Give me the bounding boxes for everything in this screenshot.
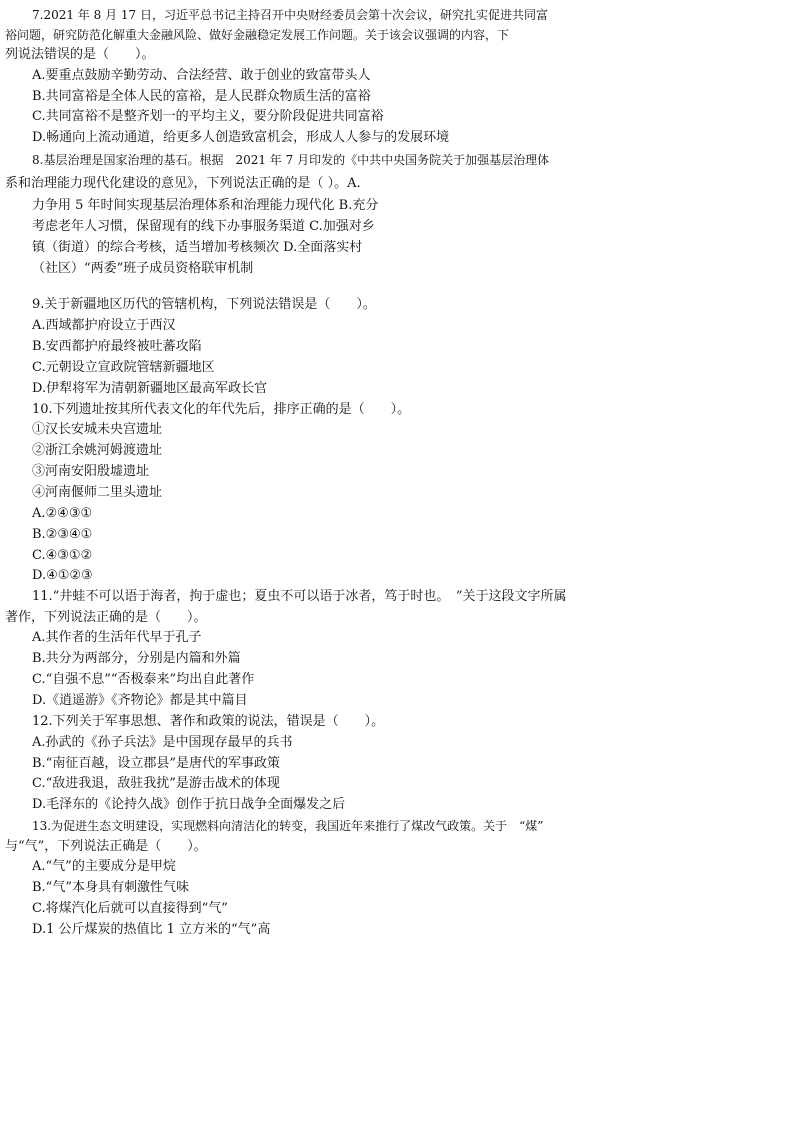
q11-option-c: C.“自强不息”“否极泰来”均出自此著作	[32, 672, 255, 687]
q11-stem-line-2: 著作，下列说法正确的是（ ）。	[5, 610, 207, 625]
q11-stem-line-1: 11.“井蛙不可以语于海者，拘于虚也；夏虫不可以语于冰者，笃于时也。 ”关于这段文字所属	[32, 589, 567, 604]
q10-item-2: ②浙江余姚河姆渡遗址	[32, 443, 163, 458]
q13-option-c: C.将煤汽化后就可以直接得到“气”	[32, 901, 228, 916]
q13-option-b: B.“气”本身具有刺激性气味	[32, 880, 189, 895]
q12-option-a: A.孙武的《孙子兵法》是中国现存最早的兵书	[32, 735, 293, 750]
q9-stem: 9.关于新疆地区历代的管辖机构，下列说法错误是（ ）。	[32, 297, 376, 312]
q9-option-d: D.伊犁将军为清朝新疆地区最高军政长官	[32, 381, 268, 396]
q7-stem-line-2: 裕问题，研究防范化解重大金融风险、做好金融稳定发展工作问题。关于该会议强调的内容，下	[5, 28, 510, 42]
q10-item-1: ①汉长安城未央宫遗址	[32, 422, 163, 437]
q8-text-line-5: 镇（街道）的综合考核，适当增加考核频次 D.全面落实村	[32, 240, 363, 255]
q7-option-b: B.共同富裕是全体人民的富裕，是人民群众物质生活的富裕	[32, 89, 371, 104]
q10-stem: 10.下列遗址按其所代表文化的年代先后，排序正确的是（ ）。	[32, 402, 411, 417]
q10-item-3: ③河南安阳殷墟遗址	[32, 464, 150, 479]
q8-text-line-3: 力争用 5 年时间实现基层治理体系和治理能力现代化 B.充分	[32, 198, 379, 213]
q13-stem-line-2: 与“气”，下列说法正确是（ ）。	[5, 839, 207, 854]
q7-stem-line-1: 7.2021 年 8 月 17 日，习近平总书记主持召开中央财经委员会第十次会议，研究扎实促进共同富	[32, 8, 548, 22]
q8-text-line-4: 考虑老年人习惯，保留现有的线下办事服务渠道 C.加强对乡	[32, 219, 375, 234]
q10-item-4: ④河南偃师二里头遗址	[32, 485, 163, 500]
q7-stem-line-3: 列说法错误的是（ ）。	[5, 47, 155, 62]
q8-text-line-6: （社区）“两委”班子成员资格联审机制	[32, 261, 254, 276]
q12-option-c: C.“敌进我退，敌驻我扰”是游击战术的体现	[32, 776, 280, 791]
q9-option-b: B.安西都护府最终被吐蕃攻陷	[32, 339, 202, 354]
q7-option-d: D.畅通向上流动通道，给更多人创造致富机会，形成人人参与的发展环境	[32, 130, 450, 145]
q8-stem-line-2: 系和治理能力现代化建设的意见》，下列说法正确的是（ ）。A.	[5, 176, 361, 191]
q10-option-d: D.④①②③	[32, 568, 93, 583]
q11-option-b: B.共分为两部分，分别是内篇和外篇	[32, 651, 241, 666]
q13-option-d: D.1 公斤煤炭的热值比 1 立方米的“气”高	[32, 922, 271, 937]
q9-option-c: C.元朝设立宣政院管辖新疆地区	[32, 360, 215, 375]
q7-option-c: C.共同富裕不是整齐划一的平均主义，要分阶段促进共同富裕	[32, 109, 384, 124]
q10-option-c: C.④③①②	[32, 548, 93, 563]
q12-stem: 12.下列关于军事思想、著作和政策的说法，错误是（ ）。	[32, 714, 385, 729]
q11-option-a: A.其作者的生活年代早于孔子	[32, 630, 202, 645]
q8-stem-line-1: 8.基层治理是国家治理的基石。根据 2021 年 7 月印发的《中共中央国务院关于加强基层治理体	[32, 153, 550, 167]
q7-option-a: A.要重点鼓励辛勤劳动、合法经营、敢于创业的致富带头人	[32, 68, 371, 83]
q13-option-a: A.“气”的主要成分是甲烷	[32, 859, 176, 874]
q12-option-b: B.“南征百越，设立郡县”是唐代的军事政策	[32, 756, 280, 771]
q13-stem-line-1: 13.为促进生态文明建设，实现燃料向清洁化的转变，我国近年来推行了煤改气政策。关于 “煤”	[32, 819, 544, 833]
q11-option-d: D.《逍遥游》《齐物论》都是其中篇目	[32, 693, 248, 708]
q10-option-a: A.②④③①	[32, 506, 93, 521]
q10-option-b: B.②③④①	[32, 527, 93, 542]
q9-option-a: A.西域都护府设立于西汉	[32, 318, 176, 333]
q12-option-d: D.毛泽东的《论持久战》创作于抗日战争全面爆发之后	[32, 797, 346, 812]
